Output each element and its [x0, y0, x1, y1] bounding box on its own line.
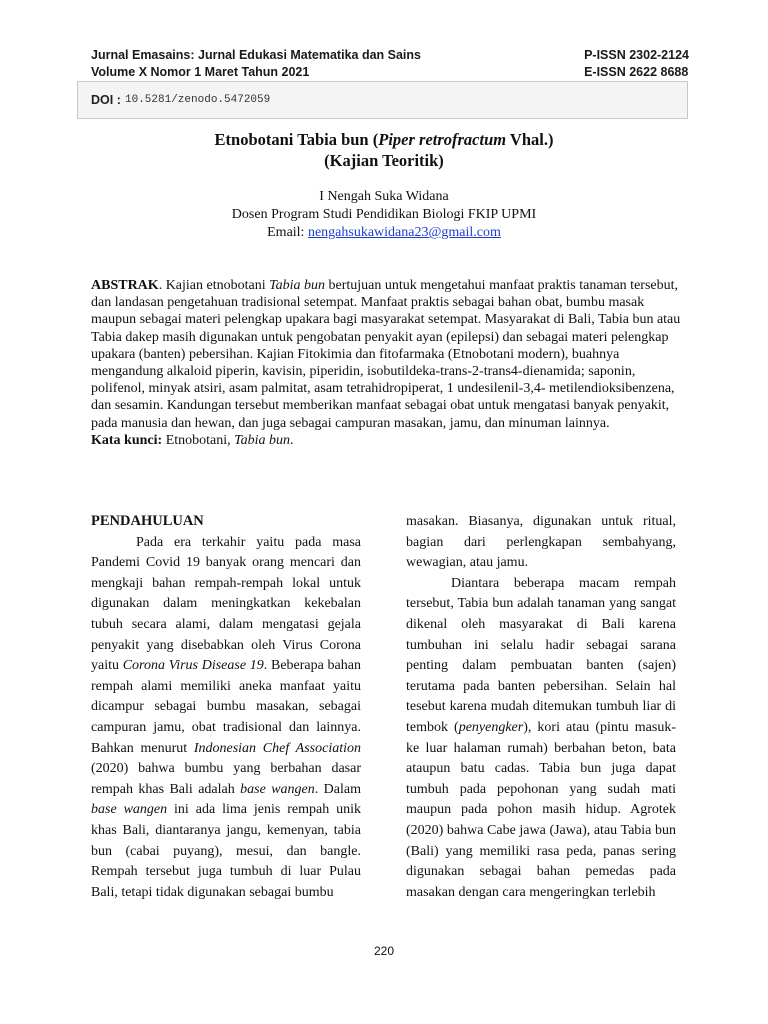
- intro-paragraph-1: [91, 533, 361, 904]
- paper-title: [0, 129, 768, 171]
- title-species: Piper retrofractum: [378, 130, 507, 149]
- doi-box: [77, 81, 688, 119]
- email-label: Email:: [267, 225, 308, 240]
- para-italic: Corona Virus Disease 19: [122, 658, 264, 674]
- keywords-italic: Tabia bun: [234, 432, 291, 448]
- para-text: ), kori atau (pintu masuk-ke luar halaman rumah) berbahan beton, bata ataupun batu cadas. Tabia bun juga dapat tumbuh pada pepohonan yang sudah mati maupun pada pohon masih hidup. Agrotek (2020) bahwa Cabe jawa (Jawa), atau Tabia bun (Bali) yang memiliki rasa peda, panas sering digunakan sebagai bahan pemedas pada masakan dengan cara mengeringkan terlebih: [406, 719, 677, 900]
- left-column: [91, 511, 361, 903]
- keywords-end: .: [290, 432, 294, 448]
- author-affiliation: Dosen Program Studi Pendidikan Biologi FKIP UPMI: [231, 207, 537, 222]
- intro-paragraph-continued: masakan. Biasanya, digunakan untuk ritual, bagian dari perlengkapan sembahyang, wewagian, atau jamu.: [406, 514, 676, 571]
- abstract-italic-1: Tabia bun: [269, 278, 325, 293]
- right-column: [406, 512, 676, 903]
- e-issn: E-ISSN 2622 8688: [584, 65, 689, 79]
- para-text: ini ada lima jenis rempah unik khas Bali, diantaranya jangu, kemenyan, tabia bun (cabai puyang), mesui, dan bangle. Rempah tersebut juga tumbuh di luar Pulau Bali, tetapi tidak digunakan sebagai bumbu: [91, 802, 361, 900]
- title-subtitle: (Kajian Teoritik): [324, 151, 444, 170]
- intro-paragraph-2: [406, 574, 676, 904]
- para-text: . Dalam: [314, 781, 361, 797]
- doi-label: DOI :: [91, 93, 121, 107]
- abstract-text-2: bertujuan untuk mengetahui manfaat praktis tanaman tersebut, dan landasan pengetahuan tradisional setempat. Manfaat praktis sebagai bahan obat, bumbu masak maupun sebagai materi pelengkap upakara bagi masyarakat setempat. Masyarakat di Bali, Tabia bun atau Tabia dakep masih digunakan untuk pengobatan penyakit ayan (epilepsi) dan sebagai materi pelengkap upakara (banten) pebersihan. Kajian Fitokimia dan fitofarmaka (Etnobotani modern), buahnya mengandung alkaloid piperin, kavisin, piperidin, isobutildeka-trans-2-trans4-dienamida; saponin, polifenol, minyak atsiri, asam palmitat, asam tetrahidropiperat, 1 undesilenil-3,4- metilendioksibenzena, dan sesamin. Kandungan tersebut memberikan manfaat sebagai obat untuk mengatasi banyak penyakit, pada manusia dan hewan, dan juga sebagai campuran masakan, jamu, dan minuman lainnya.: [91, 278, 681, 431]
- title-part2: Vhal.): [506, 130, 554, 149]
- author-block: [0, 188, 768, 242]
- abstract-text-1: . Kajian etnobotani: [158, 278, 270, 293]
- para-italic: Indonesian Chef Association: [193, 740, 361, 756]
- page-number: 220: [373, 944, 395, 958]
- abstract: [91, 277, 689, 449]
- journal-header-left: [91, 47, 421, 81]
- journal-volume: Volume X Nomor 1 Maret Tahun 2021: [91, 65, 310, 79]
- para-italic: penyengker: [458, 719, 524, 735]
- doi-value[interactable]: 10.5281/zenodo.5472059: [125, 94, 271, 106]
- email-link[interactable]: nengahsukawidana23@gmail.com: [307, 225, 501, 240]
- para-text: Pada era terkahir yaitu pada masa Pandemi Covid 19 banyak orang mencari dan mengkaji bahan rempah-rempah lokal untuk digunakan dalam meningkatkan kekebalan tubuh secara alami, dalam mengatasi gejala penyakit yang disebabkan oleh Virus Corona yaitu: [91, 534, 361, 674]
- section-heading: PENDAHULUAN: [91, 513, 204, 529]
- journal-name: Jurnal Emasains: Jurnal Edukasi Matematika dan Sains: [91, 48, 421, 62]
- para-italic: base wangen: [91, 802, 168, 818]
- keywords: [91, 432, 689, 449]
- title-part1: Etnobotani Tabia bun (: [214, 130, 379, 149]
- abstract-label: ABSTRAK: [91, 278, 159, 293]
- para-text: . Beberapa bahan rempah alami memiliki aneka manfaat yaitu dicampur sebagai bumbu masakan, sebagai campuran jamu, obat tradisional dan lainnya. Bahkan menurut: [91, 658, 361, 756]
- para-text: (2020) bahwa bumbu yang berbahan dasar rempah khas Bali adalah: [91, 761, 361, 797]
- journal-header-right: [584, 47, 689, 81]
- author-email-line: [0, 224, 768, 242]
- keywords-text: Etnobotani,: [162, 432, 235, 448]
- para-text: Diantara beberapa macam rempah tersebut, Tabia bun adalah tanaman yang sangat dikenal oleh masyarakat di Bali karena tumbuhan ini selalu hadir sebagai sarana penting dalam pembuatan banten (sajen) terutama pada banten pebersihan. Selain hal tesebut karena mudah ditemukan tumbuh liar di tembok (: [406, 575, 676, 735]
- keywords-label: Kata kunci:: [91, 432, 163, 448]
- para-italic: base wangen: [240, 781, 315, 797]
- p-issn: P-ISSN 2302-2124: [584, 48, 689, 62]
- author-name: I Nengah Suka Widana: [319, 189, 449, 204]
- abstract-body: [91, 277, 689, 432]
